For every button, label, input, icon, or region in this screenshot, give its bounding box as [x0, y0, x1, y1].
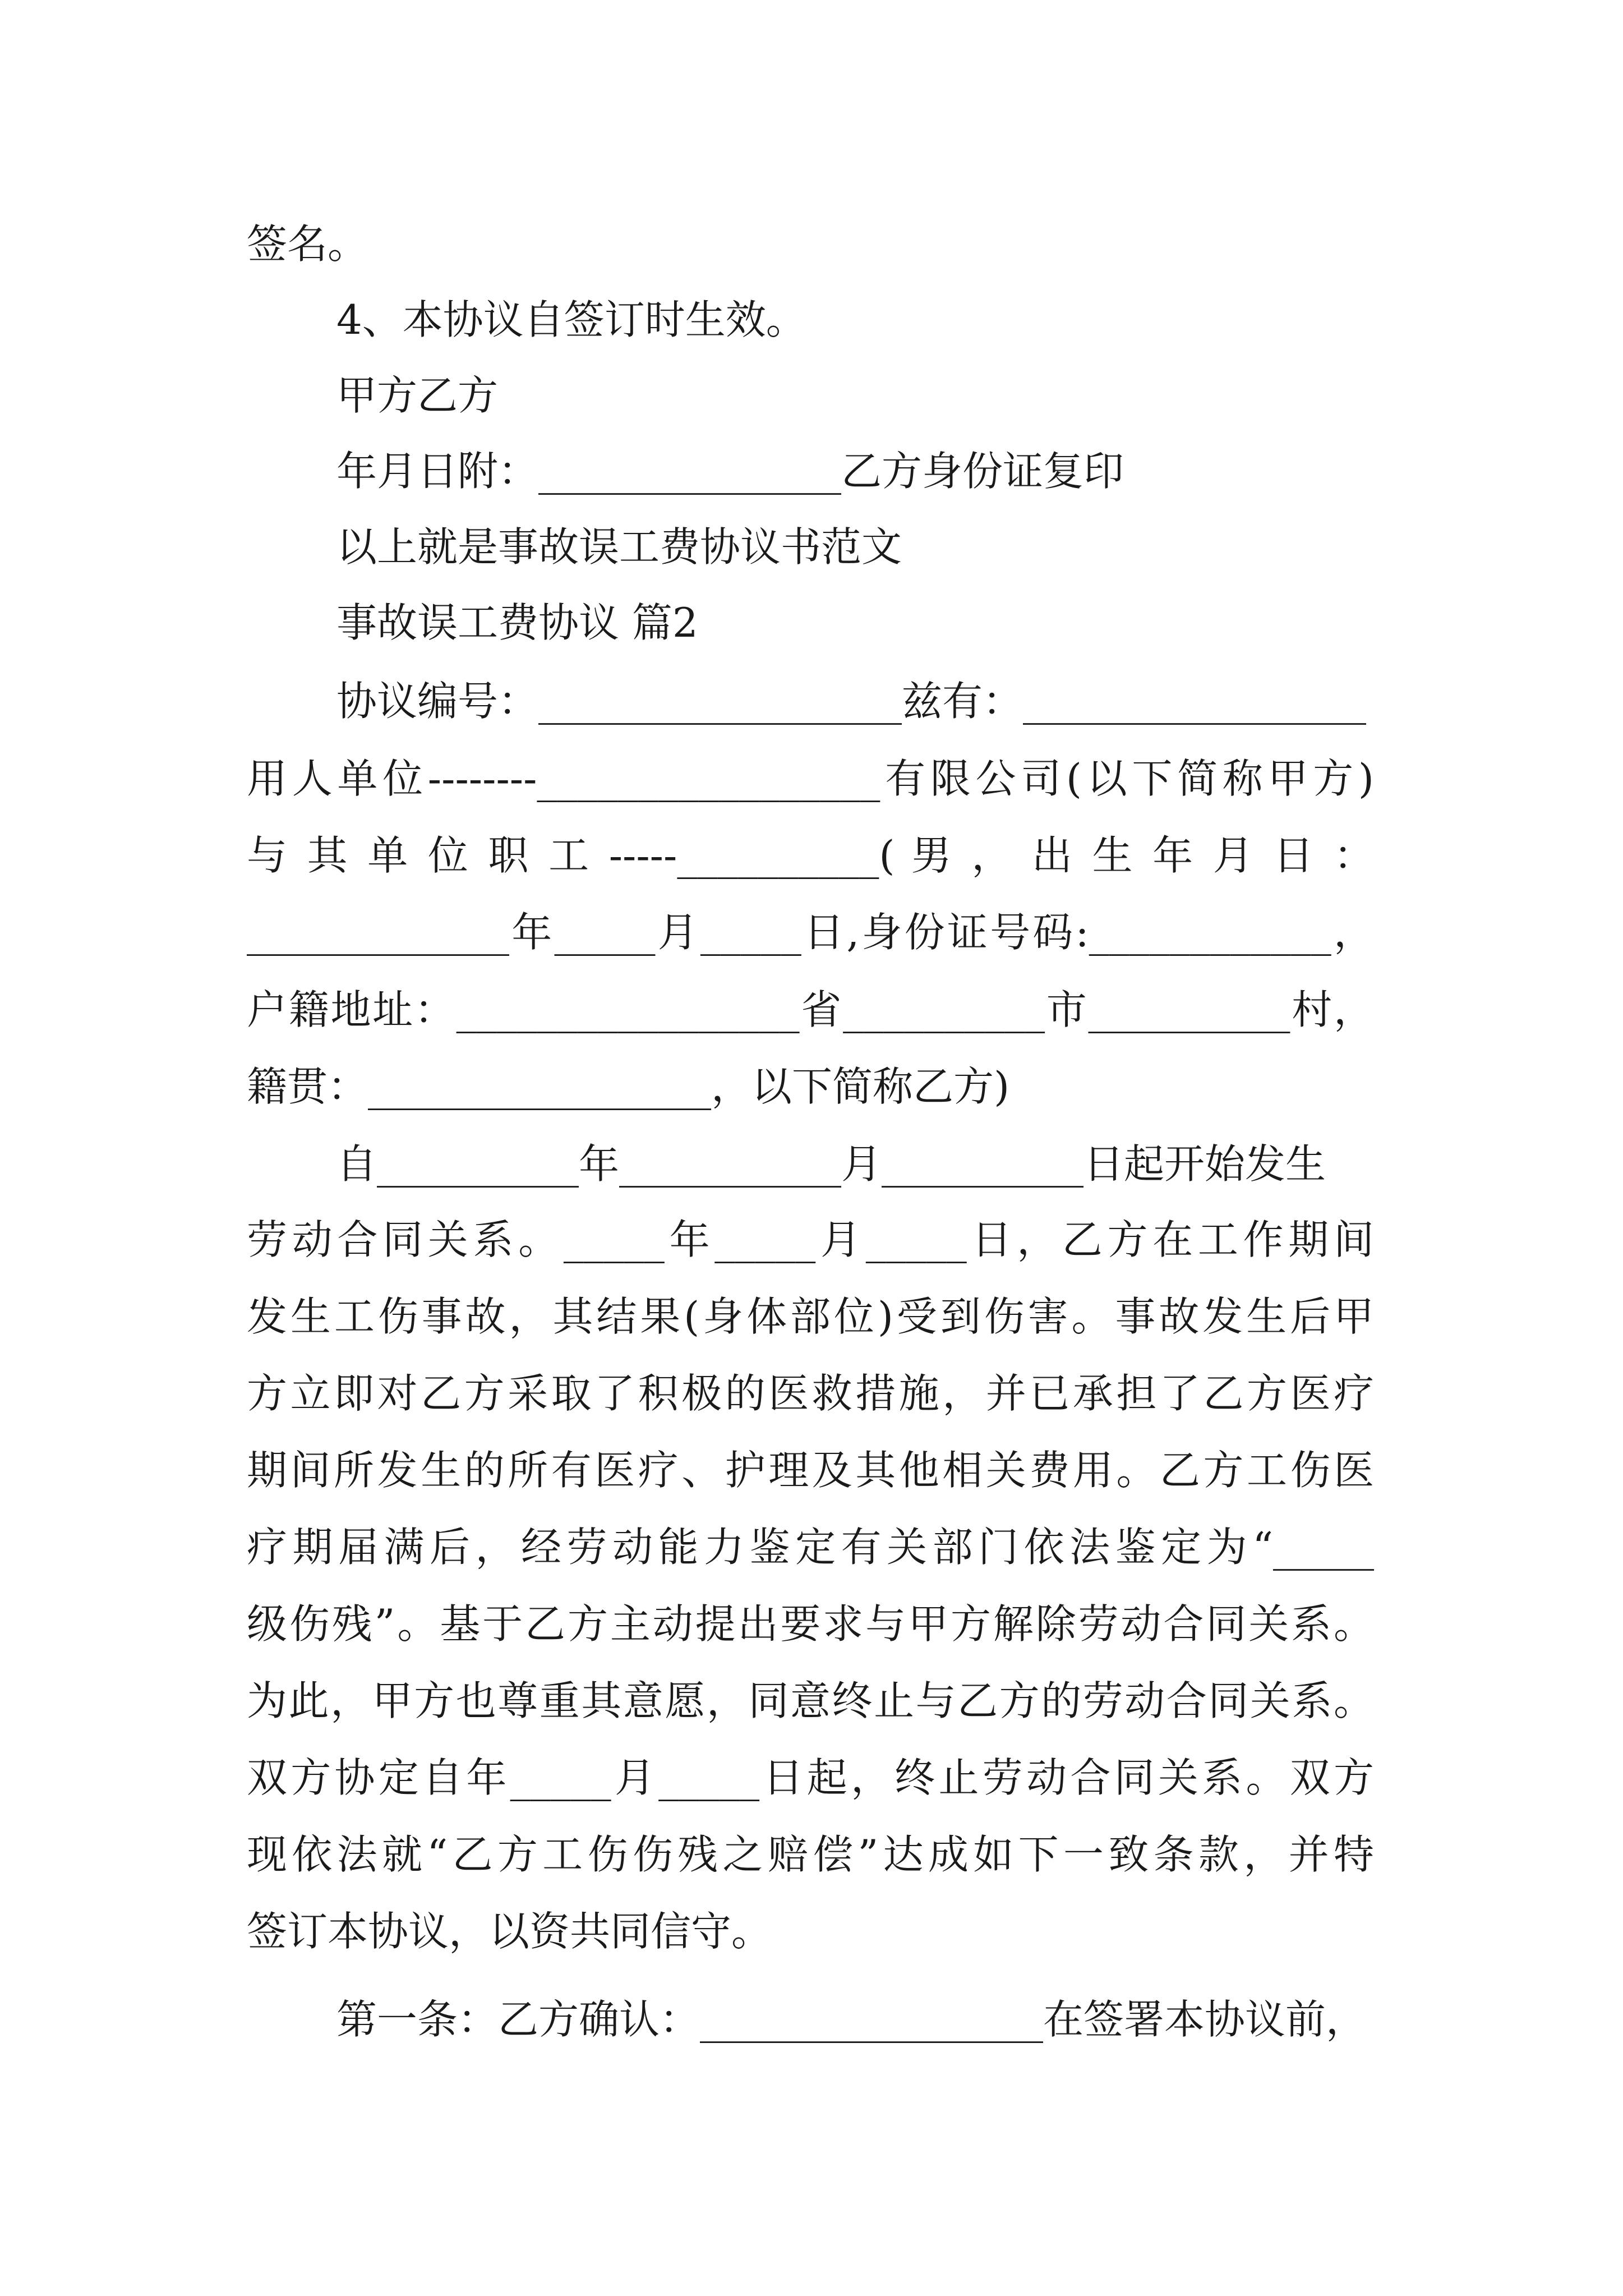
text-line-14: 劳动合同关系。_____年_____月_____日，乙方在工作期间: [247, 1216, 1374, 1263]
text-line-13: 自__________年___________月__________日起开始发生: [336, 1140, 1326, 1188]
text-line-7: 协议编号：__________________兹有：_________________: [336, 678, 1367, 725]
text-line-24: 第一条：乙方确认：_________________在签署本协议前，: [336, 1996, 1367, 2043]
text-line-4: 年月日附：_______________乙方身份证复印: [336, 448, 1124, 495]
text-line-15: 发生工伤事故，其结果(身体部位)受到伤害。事故发生后甲: [247, 1293, 1374, 1340]
text-line-11: 户籍地址：_________________省__________市__________村，: [247, 986, 1374, 1033]
text-line-5: 以上就是事故误工费协议书范文: [336, 523, 902, 570]
text-line-10: _____________年_____月_____日,身份证号码:____________，: [247, 909, 1374, 956]
text-line-8: 用人单位--------_________________有限公司(以下简称甲方): [247, 755, 1374, 802]
text-line-18: 疗期届满后，经劳动能力鉴定有关部门依法鉴定为“_____: [247, 1524, 1374, 1571]
text-line-9: 与 其 单 位 职 工 -----__________( 男 ， 出 生 年 月 日 ：: [247, 832, 1374, 879]
section-heading: 事故误工费协议 篇2: [336, 599, 698, 646]
text-line-19: 级伤残”。基于乙方主动提出要求与甲方解除劳动合同关系。: [247, 1600, 1374, 1648]
text-line-12: 籍贯：_________________，以下简称乙方): [247, 1063, 1010, 1110]
text-line-17: 期间所发生的所有医疗、护理及其他相关费用。乙方工伤医: [247, 1447, 1374, 1494]
text-line-1: 签名。: [247, 220, 368, 268]
text-line-16: 方立即对乙方采取了积极的医救措施，并已承担了乙方医疗: [247, 1370, 1374, 1417]
text-line-23: 签订本协议，以资共同信守。: [247, 1908, 772, 1955]
text-line-3: 甲方乙方: [336, 372, 499, 419]
text-line-22: 现依法就“乙方工伤伤残之赔偿”达成如下一致条款，并特: [247, 1831, 1374, 1878]
text-line-20: 为此，甲方也尊重其意愿，同意终止与乙方的劳动合同关系。: [247, 1677, 1374, 1724]
text-line-21: 双方协定自年_____月_____日起，终止劳动合同关系。双方: [247, 1754, 1374, 1801]
text-line-2: 4、本协议自签订时生效。: [336, 296, 806, 343]
